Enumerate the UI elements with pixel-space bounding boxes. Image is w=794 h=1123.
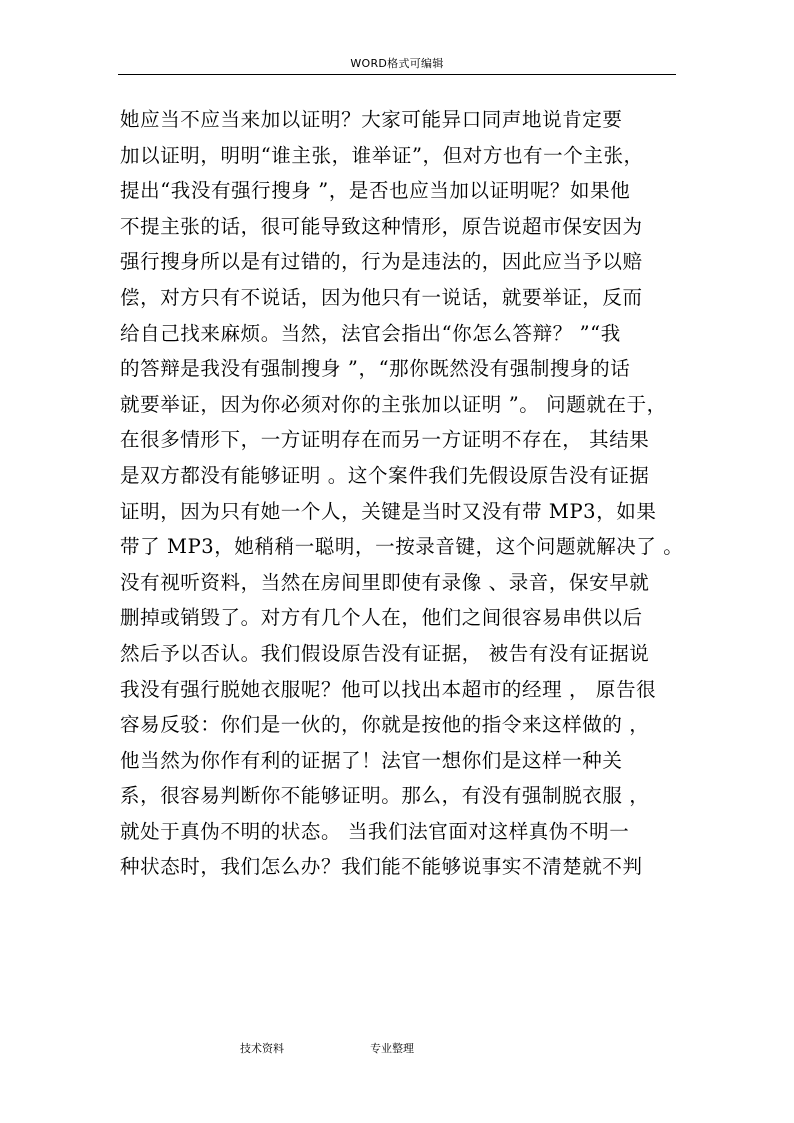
body-line-11: 是双方都没有能够证明 。这个案件我们先假设原告没有证据 [120,463,650,487]
page-header [118,54,676,75]
body-line-17: 我没有强行脱她衣服呢？他可以找出本超市的经理 ， 原告很 [120,677,657,701]
body-line-15: 删掉或销毁了。对方有几个人在，他们之间很容易串供以后 [120,606,643,630]
page-footer [0,1041,794,1059]
body-line-13: 带了 MP3，她稍稍一聪明，一按录音键，这个问题就解决了 。 [120,535,684,559]
body-line-20: 系，很容易判断你不能够证明。那么，有没有强制脱衣服 ， [120,784,650,808]
body-line-3: 提出“我没有强行搜身 ”，是否也应当加以证明呢？如果他 [120,179,631,203]
body-line-2: 加以证明，明明“谁主张，谁举证”，但对方也有一个主张， [120,143,644,167]
body-line-18: 容易反驳：你们是一伙的，你就是按他的指令来这样做的 ， [120,713,650,737]
body-line-10: 在很多情形下，一方证明存在而另一方证明不存在， 其结果 [120,428,650,452]
body-line-16: 然后予以否认。我们假设原告没有证据， 被告有没有证据说 [120,641,650,665]
body-line-9: 就要举证，因为你必须对你的主张加以证明 ”。 问题就在于， [120,392,667,416]
body-line-19: 他当然为你作有利的证据了！法官一想你们是这样一种关 [120,748,623,772]
body-line-6: 偿，对方只有不说话，因为他只有一说话，就要举证，反而 [120,285,643,309]
body-line-14: 没有视听资料，当然在房间里即使有录像 、录音，保安早就 [120,570,650,594]
body-line-1: 她应当不应当来加以证明？大家可能异口同声地说肯定要 [120,108,623,131]
body-line-21: 就处于真伪不明的状态。 当我们法官面对这样真伪不明一 [120,819,630,843]
footer-right-text: 专业整理 [370,1042,414,1055]
body-line-8: 的答辩是我没有强制搜身 ”，“那你既然没有强制搜身的话 [120,357,631,381]
header-title: WORD格式可编辑 [350,57,444,70]
body-line-5: 强行搜身所以是有过错的，行为是违法的，因此应当予以赔 [120,250,643,274]
document-body [120,104,682,887]
body-line-4: 不提主张的话，很可能导致这种情形，原告说超市保安因为 [120,214,643,238]
footer-left-text: 技术资料 [240,1042,284,1055]
body-line-22: 种状态时，我们怎么办？我们能不能够说事实不清楚就不判 [120,855,643,879]
body-line-12: 证明，因为只有她一个人，关键是当时又没有带 MP3，如果 [120,499,657,523]
body-line-7: 给自己找来麻烦。当然，法官会指出“你怎么答辩？ ”“我 [120,321,621,345]
